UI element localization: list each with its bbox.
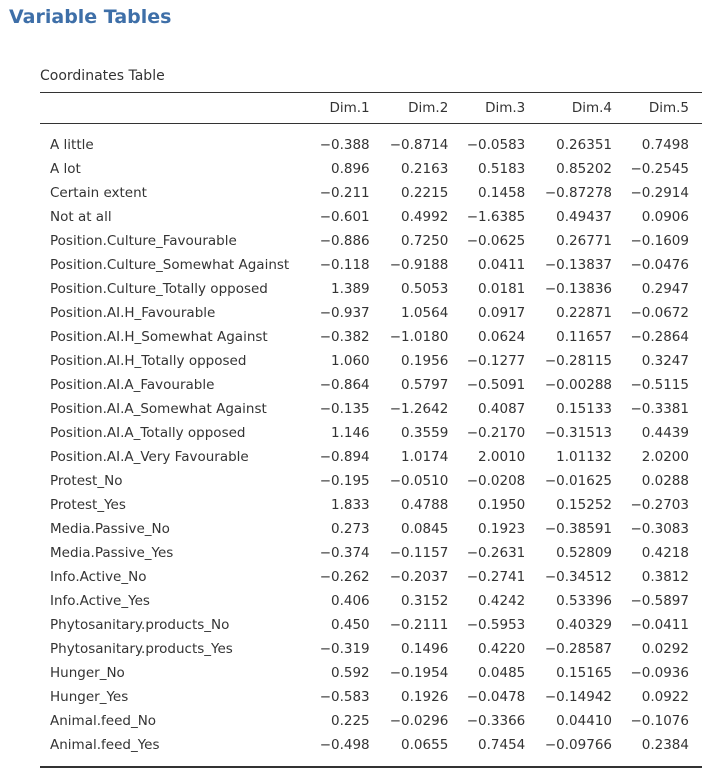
cell-dim1: −0.388 <box>319 137 370 153</box>
table-row <box>40 565 702 589</box>
cell-dim4: 0.49437 <box>556 209 612 225</box>
row-label: Protest_No <box>50 473 123 489</box>
row-label: Media.Passive_Yes <box>50 545 174 561</box>
cell-dim4: 0.15252 <box>556 497 612 513</box>
row-label: Position.AI.A_Totally opposed <box>50 425 246 441</box>
table-row <box>40 589 702 613</box>
cell-dim4: −0.00288 <box>544 377 612 393</box>
table-row <box>40 205 702 229</box>
cell-dim5: 0.0906 <box>641 209 689 225</box>
column-header-dim4: Dim.4 <box>538 93 625 124</box>
cell-dim5: −0.5897 <box>630 593 689 609</box>
row-label: Certain extent <box>50 185 147 201</box>
cell-dim4: 0.15133 <box>556 401 612 417</box>
cell-dim3: 0.1923 <box>478 521 526 537</box>
cell-dim2: −0.1954 <box>389 665 449 681</box>
row-label: Position.AI.H_Favourable <box>50 305 216 321</box>
cell-dim3: 0.1950 <box>478 497 526 513</box>
cell-dim2: −0.9188 <box>389 257 449 273</box>
table-row <box>40 469 702 493</box>
table-row <box>40 661 702 685</box>
cell-dim5: 0.4439 <box>641 425 689 441</box>
cell-dim5: −0.0411 <box>630 617 689 633</box>
row-label: Not at all <box>50 209 112 225</box>
table-row <box>40 445 702 469</box>
cell-dim5: −0.3381 <box>630 401 689 417</box>
cell-dim2: −0.1157 <box>389 545 449 561</box>
cell-dim3: 0.4220 <box>478 641 526 657</box>
row-label: Position.AI.A_Somewhat Against <box>50 401 267 417</box>
row-label: Phytosanitary.products_No <box>50 617 230 633</box>
cell-dim3: −0.2741 <box>466 569 526 585</box>
row-label: Animal.feed_No <box>50 713 157 729</box>
table-row <box>40 637 702 661</box>
cell-dim3: −0.0478 <box>466 689 526 705</box>
row-label: A little <box>50 137 94 153</box>
cell-dim2: −1.2642 <box>389 401 449 417</box>
cell-dim3: 0.7454 <box>478 737 526 753</box>
cell-dim1: −0.498 <box>319 737 370 753</box>
column-header-label <box>40 93 307 124</box>
cell-dim1: −0.262 <box>319 569 370 585</box>
cell-dim5: −0.3083 <box>630 521 689 537</box>
row-label: Position.AI.A_Very Favourable <box>50 449 249 465</box>
cell-dim2: 0.2163 <box>401 161 449 177</box>
cell-dim1: −0.937 <box>319 305 370 321</box>
cell-dim1: 0.406 <box>331 593 370 609</box>
table-row <box>40 709 702 733</box>
cell-dim5: 0.0292 <box>641 641 689 657</box>
cell-dim5: 0.2947 <box>641 281 689 297</box>
cell-dim4: 0.52809 <box>556 545 612 561</box>
cell-dim2: 1.0174 <box>401 449 449 465</box>
table-caption: Coordinates Table <box>40 68 165 84</box>
cell-dim2: 0.0655 <box>401 737 449 753</box>
cell-dim4: −0.13837 <box>544 257 612 273</box>
cell-dim1: −0.211 <box>319 185 370 201</box>
table-row <box>40 733 702 757</box>
cell-dim1: −0.374 <box>319 545 370 561</box>
row-label: Phytosanitary.products_Yes <box>50 641 233 657</box>
cell-dim3: 0.0181 <box>478 281 526 297</box>
table-header-row <box>40 93 702 124</box>
cell-dim5: 0.3812 <box>641 569 689 585</box>
cell-dim1: −0.864 <box>319 377 370 393</box>
cell-dim4: −0.01625 <box>544 473 612 489</box>
cell-dim5: 0.7498 <box>641 137 689 153</box>
cell-dim1: −0.382 <box>319 329 370 345</box>
cell-dim5: −0.2703 <box>630 497 689 513</box>
table-row <box>40 541 702 565</box>
cell-dim5: −0.5115 <box>630 377 689 393</box>
cell-dim3: −0.0208 <box>466 473 526 489</box>
cell-dim1: −0.135 <box>319 401 370 417</box>
cell-dim5: −0.1076 <box>630 713 689 729</box>
cell-dim5: −0.0936 <box>630 665 689 681</box>
cell-dim4: −0.87278 <box>544 185 612 201</box>
cell-dim5: −0.0476 <box>630 257 689 273</box>
cell-dim3: −0.2170 <box>466 425 526 441</box>
cell-dim2: 1.0564 <box>401 305 449 321</box>
row-label: Media.Passive_No <box>50 521 170 537</box>
column-header-dim3: Dim.3 <box>461 93 538 124</box>
cell-dim2: 0.2215 <box>401 185 449 201</box>
table-row <box>40 493 702 517</box>
cell-dim3: −0.3366 <box>466 713 526 729</box>
cell-dim3: 0.1458 <box>478 185 526 201</box>
table-row <box>40 229 702 253</box>
row-label: Animal.feed_Yes <box>50 737 160 753</box>
table-row <box>40 421 702 445</box>
cell-dim4: −0.14942 <box>544 689 612 705</box>
cell-dim1: −0.886 <box>319 233 370 249</box>
cell-dim3: −0.0583 <box>466 137 526 153</box>
cell-dim5: 0.2384 <box>641 737 689 753</box>
row-label: Protest_Yes <box>50 497 126 513</box>
cell-dim1: −0.583 <box>319 689 370 705</box>
cell-dim2: −0.0510 <box>389 473 449 489</box>
column-header-dim1: Dim.1 <box>307 93 383 124</box>
cell-dim1: 0.450 <box>331 617 370 633</box>
cell-dim1: 1.389 <box>331 281 370 297</box>
cell-dim2: −0.8714 <box>389 137 449 153</box>
cell-dim3: −0.2631 <box>466 545 526 561</box>
cell-dim2: 0.4992 <box>401 209 449 225</box>
row-label: Position.Culture_Totally opposed <box>50 281 268 297</box>
table-row <box>40 301 702 325</box>
cell-dim4: 0.85202 <box>556 161 612 177</box>
row-label: Info.Active_No <box>50 569 147 585</box>
cell-dim3: −0.0625 <box>466 233 526 249</box>
cell-dim2: −0.2037 <box>389 569 449 585</box>
cell-dim3: 2.0010 <box>478 449 526 465</box>
row-label: Info.Active_Yes <box>50 593 150 609</box>
table-row <box>40 397 702 421</box>
row-label: Hunger_No <box>50 665 125 681</box>
cell-dim1: −0.195 <box>319 473 370 489</box>
cell-dim1: 1.146 <box>331 425 370 441</box>
cell-dim5: −0.2914 <box>630 185 689 201</box>
cell-dim3: −0.5953 <box>466 617 526 633</box>
coordinates-table <box>40 92 702 768</box>
cell-dim2: 0.1926 <box>401 689 449 705</box>
cell-dim4: −0.34512 <box>544 569 612 585</box>
table-row <box>40 253 702 277</box>
table-row <box>40 613 702 637</box>
table-row <box>40 277 702 301</box>
row-label: Position.AI.H_Totally opposed <box>50 353 247 369</box>
cell-dim2: 0.0845 <box>401 521 449 537</box>
page-title: Variable Tables <box>9 6 172 28</box>
cell-dim5: 2.0200 <box>641 449 689 465</box>
cell-dim2: 0.1496 <box>401 641 449 657</box>
cell-dim4: 0.40329 <box>556 617 612 633</box>
cell-dim3: 0.0624 <box>478 329 526 345</box>
cell-dim5: −0.2545 <box>630 161 689 177</box>
table-row <box>40 133 702 157</box>
cell-dim3: −0.5091 <box>466 377 526 393</box>
table-row <box>40 685 702 709</box>
cell-dim2: −0.0296 <box>389 713 449 729</box>
cell-dim1: 1.833 <box>331 497 370 513</box>
cell-dim5: 0.4218 <box>641 545 689 561</box>
cell-dim5: 0.0288 <box>641 473 689 489</box>
cell-dim3: −1.6385 <box>466 209 526 225</box>
cell-dim1: −0.319 <box>319 641 370 657</box>
cell-dim4: 0.22871 <box>556 305 612 321</box>
table-row <box>40 325 702 349</box>
cell-dim4: −0.28115 <box>544 353 612 369</box>
cell-dim1: 0.592 <box>331 665 370 681</box>
cell-dim2: 0.7250 <box>401 233 449 249</box>
cell-dim1: −0.601 <box>319 209 370 225</box>
cell-dim2: 0.4788 <box>401 497 449 513</box>
cell-dim5: −0.1609 <box>630 233 689 249</box>
cell-dim5: 0.0922 <box>641 689 689 705</box>
cell-dim4: −0.13836 <box>544 281 612 297</box>
cell-dim4: 0.04410 <box>556 713 612 729</box>
table-row <box>40 373 702 397</box>
row-label: Hunger_Yes <box>50 689 129 705</box>
cell-dim2: −0.2111 <box>389 617 449 633</box>
cell-dim4: 0.26771 <box>556 233 612 249</box>
cell-dim1: 0.896 <box>331 161 370 177</box>
row-label: Position.AI.H_Somewhat Against <box>50 329 268 345</box>
table-row <box>40 349 702 373</box>
cell-dim5: −0.2864 <box>630 329 689 345</box>
cell-dim4: 1.01132 <box>556 449 612 465</box>
cell-dim2: 0.3152 <box>401 593 449 609</box>
cell-dim1: 1.060 <box>331 353 370 369</box>
cell-dim3: 0.4242 <box>478 593 526 609</box>
table-row <box>40 181 702 205</box>
cell-dim2: 0.3559 <box>401 425 449 441</box>
table-row <box>40 517 702 541</box>
cell-dim2: 0.5797 <box>401 377 449 393</box>
cell-dim3: −0.1277 <box>466 353 526 369</box>
column-header-dim2: Dim.2 <box>383 93 462 124</box>
cell-dim4: −0.09766 <box>544 737 612 753</box>
column-header-dim5: Dim.5 <box>625 93 702 124</box>
cell-dim3: 0.5183 <box>478 161 526 177</box>
row-label: A lot <box>50 161 81 177</box>
cell-dim1: −0.118 <box>319 257 370 273</box>
row-label: Position.Culture_Somewhat Against <box>50 257 290 273</box>
row-label: Position.AI.A_Favourable <box>50 377 215 393</box>
row-label: Position.Culture_Favourable <box>50 233 237 249</box>
cell-dim2: 0.5053 <box>401 281 449 297</box>
cell-dim5: −0.0672 <box>630 305 689 321</box>
cell-dim4: 0.53396 <box>556 593 612 609</box>
cell-dim4: −0.38591 <box>544 521 612 537</box>
cell-dim2: 0.1956 <box>401 353 449 369</box>
cell-dim4: 0.11657 <box>556 329 612 345</box>
cell-dim1: −0.894 <box>319 449 370 465</box>
cell-dim4: 0.15165 <box>556 665 612 681</box>
cell-dim1: 0.273 <box>331 521 370 537</box>
cell-dim4: −0.28587 <box>544 641 612 657</box>
cell-dim5: 0.3247 <box>641 353 689 369</box>
cell-dim4: −0.31513 <box>544 425 612 441</box>
cell-dim3: 0.0917 <box>478 305 526 321</box>
cell-dim3: 0.0411 <box>478 257 526 273</box>
table-row <box>40 157 702 181</box>
cell-dim1: 0.225 <box>331 713 370 729</box>
cell-dim2: −1.0180 <box>389 329 449 345</box>
cell-dim4: 0.26351 <box>556 137 612 153</box>
cell-dim3: 0.4087 <box>478 401 526 417</box>
cell-dim3: 0.0485 <box>478 665 526 681</box>
